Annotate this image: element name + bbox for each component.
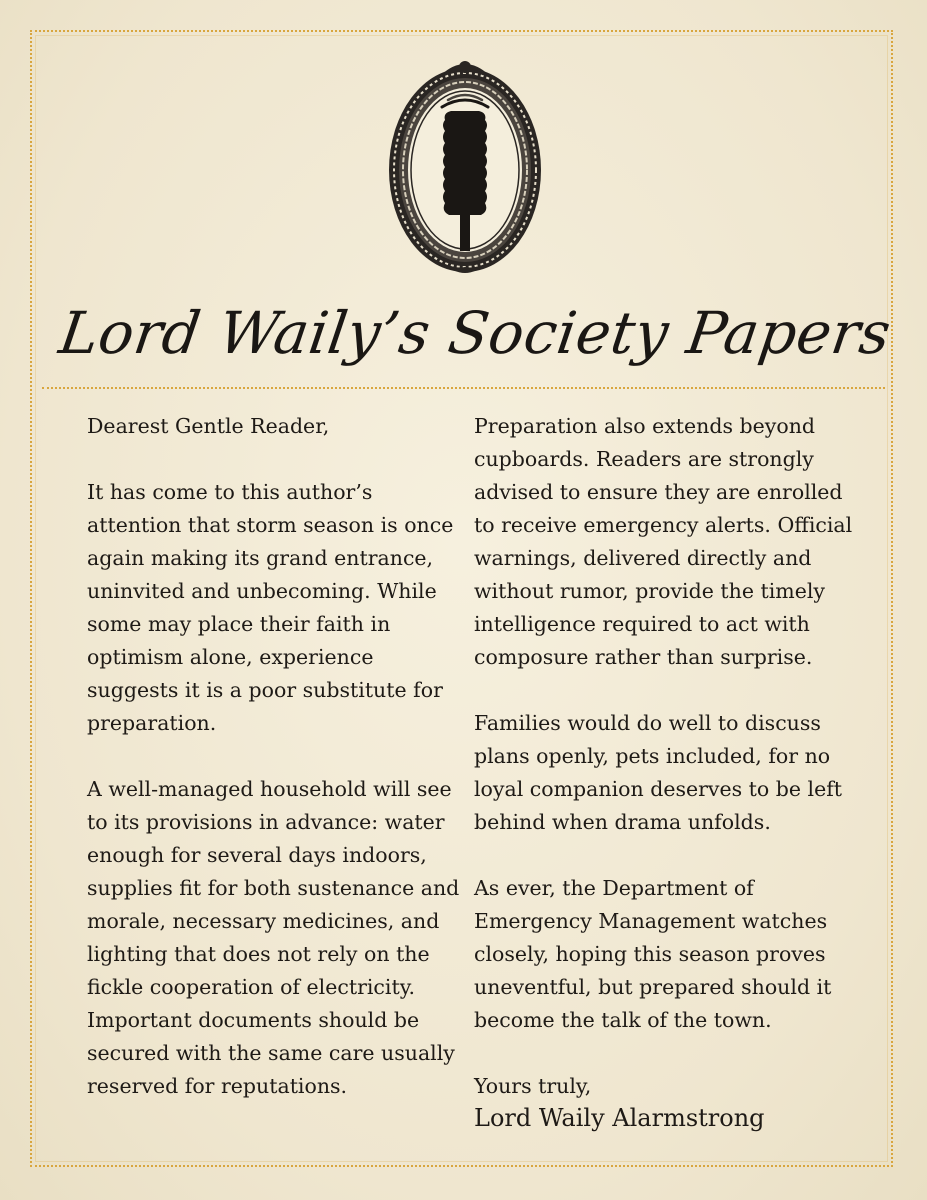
paragraph: It has come to this author’s attention that storm season is once again making its grand entrance, uninvited and unbecoming. While some may place their faith in optimism alone, experience suggests it is a poor substitute for preparation. bbox=[87, 480, 454, 735]
salutation: Dearest Gentle Reader, bbox=[87, 414, 330, 438]
paragraph: Families would do well to discuss plans openly, pets included, for no loyal companion deserves to be left behind when drama unfolds. bbox=[474, 711, 843, 834]
page-title: Lord Waily’s Society Papers bbox=[55, 299, 896, 367]
right-column bbox=[474, 410, 854, 1136]
paragraph: A well-managed household will see to its provisions in advance: water enough for several days indoors, supplies fit for both sustenance and morale, necessary medicines, and lighting that does not rely on the fickle cooperation of electricity. Important documents should be secured with the same care usually reserved for reputations. bbox=[87, 777, 460, 1098]
paragraph: As ever, the Department of Emergency Management watches closely, hoping this season proves uneventful, but prepared should it become the talk of the town. bbox=[474, 876, 832, 1032]
paragraph: Preparation also extends beyond cupboards. Readers are strongly advised to ensure they are enrolled to receive emergency alerts. Official warnings, delivered directly and without rumor, provide the timely intelligence required to act with composure rather than surprise. bbox=[474, 414, 853, 669]
siren-in-ornate-frame-icon bbox=[385, 55, 545, 280]
left-column bbox=[87, 410, 462, 1136]
closing: Yours truly, bbox=[474, 1074, 592, 1098]
header-divider bbox=[42, 387, 885, 389]
signature: Lord Waily Alarmstrong bbox=[474, 1104, 765, 1132]
